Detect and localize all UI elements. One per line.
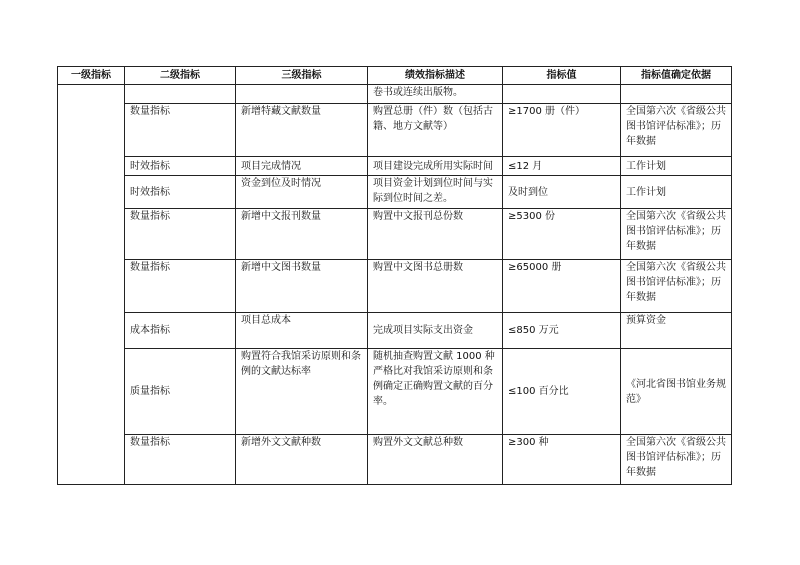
table-row (58, 85, 732, 104)
cell-description: 项目资金计划到位时间与实际到位时间之差。 (368, 176, 503, 209)
table-row (58, 349, 732, 435)
header-description: 绩效指标描述 (368, 67, 503, 85)
cell-level2 (125, 85, 236, 104)
cell-basis: 预算资金 (621, 313, 732, 349)
cell-description: 项目建设完成所用实际时间 (368, 157, 503, 176)
cell-value: ≤100 百分比 (503, 349, 621, 435)
cell-value: ≤12 月 (503, 157, 621, 176)
header-value: 指标值 (503, 67, 621, 85)
table-row (58, 435, 732, 485)
cell-description: 购置外文文献总种数 (368, 435, 503, 485)
table-header-row (58, 67, 732, 85)
cell-basis: 工作计划 (621, 176, 732, 209)
level1-merged-cell (58, 85, 125, 485)
cell-level3: 资金到位及时情况 (236, 176, 368, 209)
table-row (58, 104, 732, 157)
table-row (58, 260, 732, 313)
cell-description: 完成项目实际支出资金 (368, 313, 503, 349)
cell-basis: 全国第六次《省级公共图书馆评估标准》；历年数据 (621, 260, 732, 313)
table-row (58, 209, 732, 260)
table-row (58, 157, 732, 176)
cell-basis: 全国第六次《省级公共图书馆评估标准》；历年数据 (621, 209, 732, 260)
table-row (58, 313, 732, 349)
cell-level2: 数量指标 (125, 260, 236, 313)
header-level1: 一级指标 (58, 67, 125, 85)
cell-level3: 新增中文图书数量 (236, 260, 368, 313)
table-row (58, 176, 732, 209)
cell-description: 购置中文图书总册数 (368, 260, 503, 313)
cell-description: 购置中文报刊总份数 (368, 209, 503, 260)
cell-value: 及时到位 (503, 176, 621, 209)
cell-basis: 工作计划 (621, 157, 732, 176)
cell-level2: 质量指标 (125, 349, 236, 435)
cell-level2: 数量指标 (125, 209, 236, 260)
cell-level3: 项目完成情况 (236, 157, 368, 176)
cell-value: ≥65000 册 (503, 260, 621, 313)
cell-value: ≤850 万元 (503, 313, 621, 349)
cell-level3: 新增特藏文献数量 (236, 104, 368, 157)
cell-level3: 新增中文报刊数量 (236, 209, 368, 260)
cell-value: ≥1700 册（件） (503, 104, 621, 157)
cell-level3: 新增外文文献种数 (236, 435, 368, 485)
cell-level3: 项目总成本 (236, 313, 368, 349)
cell-basis: 全国第六次《省级公共图书馆评估标准》；历年数据 (621, 104, 732, 157)
cell-level2: 成本指标 (125, 313, 236, 349)
cell-description: 购置总册（件）数（包括古籍、地方文献等） (368, 104, 503, 157)
cell-level3: 购置符合我馆采访原则和条例的文献达标率 (236, 349, 368, 435)
header-level2: 二级指标 (125, 67, 236, 85)
cell-level2: 时效指标 (125, 176, 236, 209)
header-level3: 三级指标 (236, 67, 368, 85)
cell-basis: 《河北省图书馆业务规范》 (621, 349, 732, 435)
cell-description: 随机抽查购置文献 1000 种严格比对我馆采访原则和条例确定正确购置文献的百分率。 (368, 349, 503, 435)
cell-value: ≥300 种 (503, 435, 621, 485)
cell-level2: 数量指标 (125, 435, 236, 485)
cell-value (503, 85, 621, 104)
cell-description: 卷书或连续出版物。 (368, 85, 503, 104)
cell-value: ≥5300 份 (503, 209, 621, 260)
performance-indicator-table (57, 66, 732, 485)
cell-level3 (236, 85, 368, 104)
cell-basis: 全国第六次《省级公共图书馆评估标准》；历年数据 (621, 435, 732, 485)
cell-basis (621, 85, 732, 104)
header-basis: 指标值确定依据 (621, 67, 732, 85)
cell-level2: 数量指标 (125, 104, 236, 157)
cell-level2: 时效指标 (125, 157, 236, 176)
